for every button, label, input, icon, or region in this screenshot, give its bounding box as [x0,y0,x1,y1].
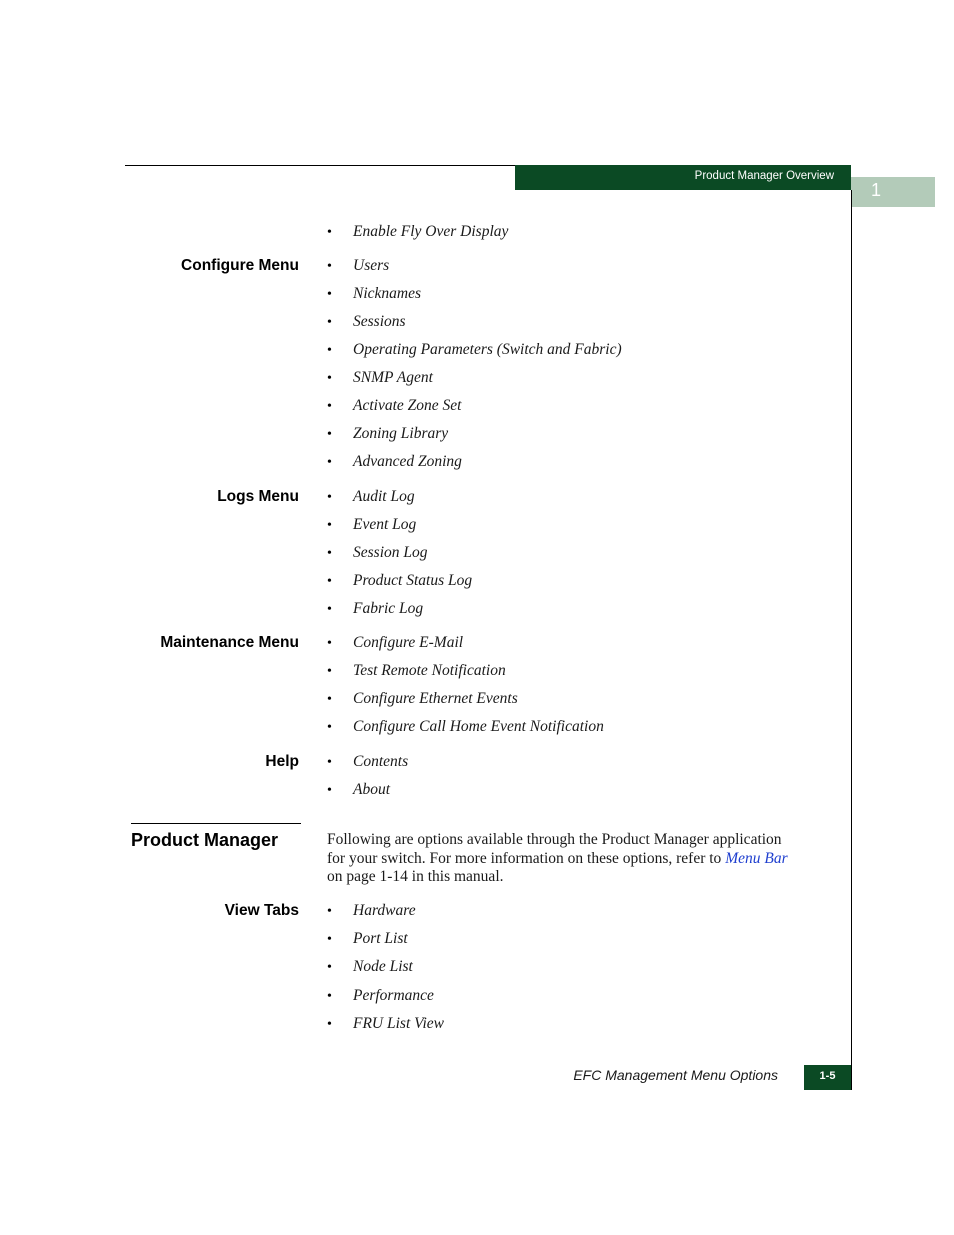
list-bullet: • [327,371,332,386]
list-bullet: • [327,546,332,561]
list-bullet: • [327,755,332,770]
list-bullet: • [327,225,332,240]
list-bullet: • [327,259,332,274]
list-bullet: • [327,960,332,975]
list-item: Audit Log [353,488,415,505]
paragraph-text: Following are options available through the Product Manager application for your switch. For more information on these options, refer to [327,831,782,867]
right-margin-rule [851,190,852,1090]
section-label-maintenance-menu: Maintenance Menu [160,634,299,651]
list-item: Performance [353,987,434,1004]
list-bullet: • [327,932,332,947]
list-bullet: • [327,343,332,358]
list-bullet: • [327,287,332,302]
list-item: FRU List View [353,1015,444,1032]
list-bullet: • [327,490,332,505]
list-bullet: • [327,783,332,798]
list-item: Configure E-Mail [353,634,464,651]
list-item: Port List [353,930,408,947]
section-heading-product-manager: Product Manager [131,830,279,850]
section-label-logs-menu: Logs Menu [217,488,299,505]
list-item: Operating Parameters (Switch and Fabric) [353,341,622,358]
list-item: Nicknames [353,285,422,302]
list-bullet: • [327,720,332,735]
header-bar [515,165,851,190]
list-item: Product Status Log [353,572,473,589]
list-item: About [353,781,391,798]
page-number: 1-5 [819,1070,836,1082]
list-bullet: • [327,518,332,533]
running-header-title: Product Manager Overview [694,170,834,182]
list-item: Hardware [353,902,416,919]
page-number-box [804,1065,851,1090]
list-item: Activate Zone Set [353,397,462,414]
chapter-tab [851,177,935,207]
list-item: Test Remote Notification [353,662,506,679]
list-item: Advanced Zoning [353,453,462,470]
list-bullet: • [327,427,332,442]
list-item: Fabric Log [353,600,424,617]
list-bullet: • [327,455,332,470]
list-bullet: • [327,1017,332,1032]
list-bullet: • [327,664,332,679]
list-bullet: • [327,315,332,330]
list-bullet: • [327,399,332,414]
chapter-number: 1 [871,180,882,200]
list-item: Users [353,257,390,274]
menu-bar-link[interactable]: Menu Bar [725,849,788,867]
paragraph-text: on page 1-14 in this manual. [327,868,504,885]
list-item: SNMP Agent [353,369,433,386]
heading-rule [131,823,301,824]
list-bullet: • [327,636,332,651]
list-item: Session Log [353,544,428,561]
footer-title: EFC Management Menu Options [573,1067,778,1083]
list-bullet: • [327,692,332,707]
list-item: Contents [353,753,409,770]
list-item: Event Log [353,516,417,533]
section-label-view-tabs: View Tabs [224,902,299,919]
section-label-configure-menu: Configure Menu [181,257,299,274]
list-bullet: • [327,574,332,589]
list-bullet: • [327,904,332,919]
list-item: Configure Ethernet Events [353,690,518,707]
list-item: Configure Call Home Event Notification [353,718,604,735]
list-item: Node List [353,958,413,975]
list-bullet: • [327,989,332,1004]
top-rule [125,165,515,166]
intro-paragraph [327,831,797,887]
list-bullet: • [327,602,332,617]
list-item: Zoning Library [353,425,449,442]
list-item: Enable Fly Over Display [353,223,509,240]
list-item: Sessions [353,313,406,330]
section-label-help: Help [265,753,299,770]
